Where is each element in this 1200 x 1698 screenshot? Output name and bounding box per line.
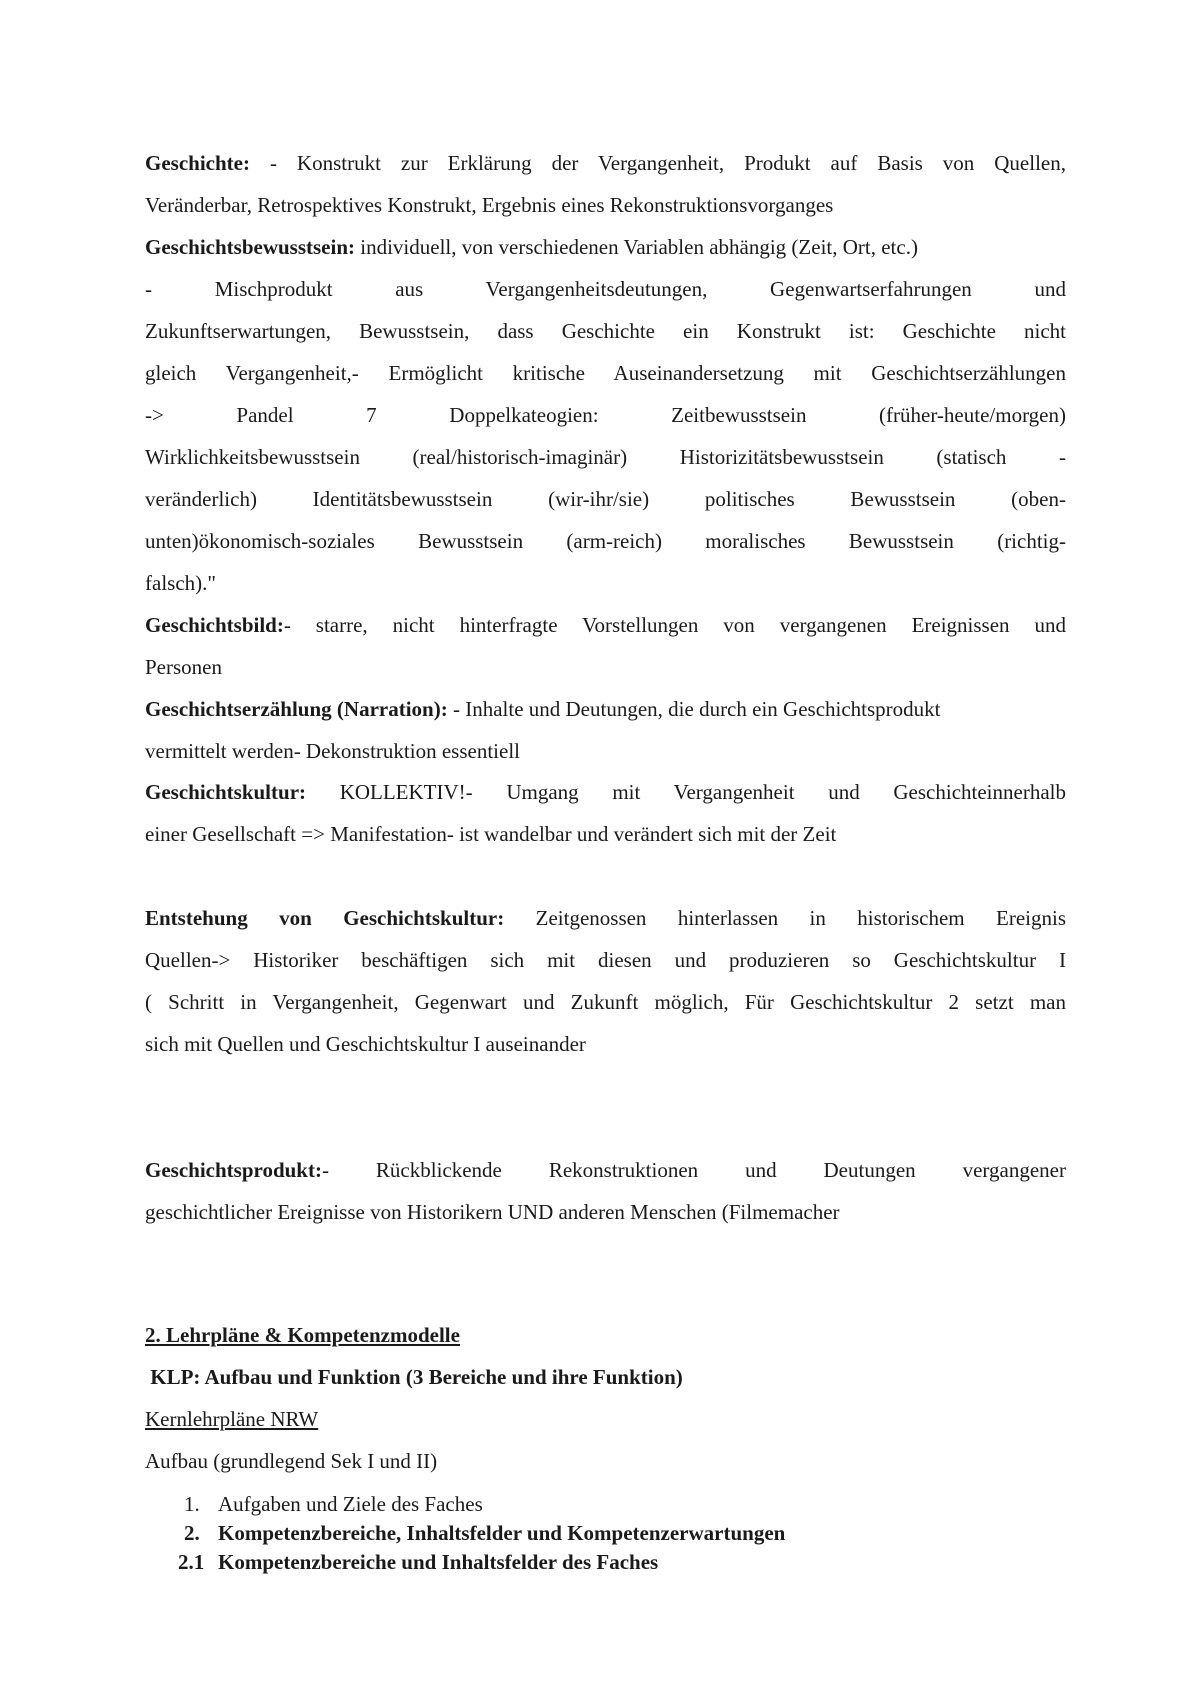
aufbau-line: Aufbau (grundlegend Sek I und II): [145, 1449, 438, 1473]
term: Geschichtskultur:: [145, 780, 307, 804]
text-line: sich mit Quellen und Geschichtskultur I auseinander: [145, 1032, 586, 1056]
term: Geschichte:: [145, 151, 250, 175]
text-line: Veränderbar, Retrospektives Konstrukt, Ergebnis eines Rekonstruktionsvorganges: [145, 193, 834, 217]
list-item: [178, 1548, 204, 1576]
term: Geschichtsbewusstsein:: [145, 235, 356, 259]
text-line: - Mischprodukt aus Vergangenheitsdeutungen, Gegenwartserfahrungen und: [145, 277, 1066, 301]
definition-entstehung: [145, 897, 1066, 1065]
text-line: [145, 771, 1066, 813]
text-line: Personen: [145, 655, 222, 679]
text-line: [145, 897, 1066, 939]
text-line: Zukunftserwartungen, Bewusstsein, dass Geschichte ein Konstrukt ist: Geschichte nicht: [145, 319, 1066, 343]
list-item-text: Kompetenzbereiche und Inhaltsfelder des Faches: [218, 1550, 659, 1574]
text-line: vermittelt werden- Dekonstruktion essentiell: [145, 739, 520, 763]
definition-text: KOLLEKTIV!- Umgang mit Vergangenheit und Geschichteinnerhalb: [306, 780, 1066, 804]
definition-geschichtskultur: [145, 771, 1066, 855]
definition-geschichtsbewusstsein: [145, 226, 1066, 604]
term: Entstehung von Geschichtskultur:: [145, 906, 505, 930]
text-line: falsch).": [145, 571, 216, 595]
definition-text: - starre, nicht hinterfragte Vorstellungen von vergangenen Ereignissen und: [283, 613, 1066, 637]
kernlehrplaene-link[interactable]: Kernlehrpläne NRW: [145, 1407, 319, 1431]
text-line: unten)ökonomisch-soziales Bewusstsein (arm-reich) moralisches Bewusstsein (richtig-: [145, 529, 1066, 553]
chapter-2: [145, 1314, 1066, 1482]
term: Geschichtserzählung (Narration):: [145, 697, 448, 721]
definition-text: individuell, von verschiedenen Variablen abhängig (Zeit, Ort, etc.): [355, 235, 918, 259]
definition-geschichtserzaehlung: [145, 688, 1066, 772]
text-line: [145, 604, 1066, 646]
definition-text: - Rückblickende Rekonstruktionen und Deutungen vergangener: [321, 1158, 1066, 1182]
definition-geschichtsprodukt: [145, 1149, 1066, 1233]
definition-geschichte: [145, 142, 1066, 226]
text-line: veränderlich) Identitätsbewusstsein (wir-ihr/sie) politisches Bewusstsein (oben-: [145, 487, 1066, 511]
chapter-subheading: KLP: Aufbau und Funktion (3 Bereiche und ihre Funktion): [145, 1365, 683, 1389]
list-item: [184, 1519, 200, 1547]
text-line: [145, 226, 1066, 268]
text-line: [145, 1149, 1066, 1191]
text-line: gleich Vergangenheit,- Ermöglicht kritische Auseinandersetzung mit Geschichtserzählungen: [145, 361, 1066, 385]
definition-text: Zeitgenossen hinterlassen in historischem Ereignis: [504, 906, 1067, 930]
list-number: 2.: [184, 1521, 200, 1545]
text-line: geschichtlicher Ereignisse von Historikern UND anderen Menschen (Filmemacher: [145, 1200, 840, 1224]
list-number: 1.: [184, 1492, 200, 1516]
definition-geschichtsbild: [145, 604, 1066, 688]
term: Geschichtsbild:: [145, 613, 284, 637]
text-line: Quellen-> Historiker beschäftigen sich mit diesen und produzieren so Geschichtskultur I: [145, 948, 1066, 972]
definition-text: - Inhalte und Deutungen, die durch ein Geschichtsprodukt: [447, 697, 941, 721]
list-item: [184, 1490, 200, 1518]
term: Geschichtsprodukt:: [145, 1158, 322, 1182]
list-item-text: Kompetenzbereiche, Inhaltsfelder und Kompetenzerwartungen: [218, 1521, 786, 1545]
chapter-heading: 2. Lehrpläne & Kompetenzmodelle: [145, 1323, 460, 1347]
text-line: [145, 142, 1066, 184]
list-item-text: Aufgaben und Ziele des Faches: [218, 1492, 483, 1516]
text-line: ( Schritt in Vergangenheit, Gegenwart und Zukunft möglich, Für Geschichtskultur 2 setzt man: [145, 990, 1066, 1014]
text-line: Wirklichkeitsbewusstsein (real/historisch-imaginär) Historizitätsbewusstsein (statisch -: [145, 445, 1066, 469]
list-number: 2.1: [178, 1550, 205, 1574]
text-line: [145, 688, 1066, 730]
text-line: -> Pandel 7 Doppelkateogien: Zeitbewusstsein (früher-heute/morgen): [145, 403, 1066, 427]
definition-text: - Konstrukt zur Erklärung der Vergangenheit, Produkt auf Basis von Quellen,: [249, 151, 1066, 175]
text-line: einer Gesellschaft => Manifestation- ist wandelbar und verändert sich mit der Zeit: [145, 822, 837, 846]
